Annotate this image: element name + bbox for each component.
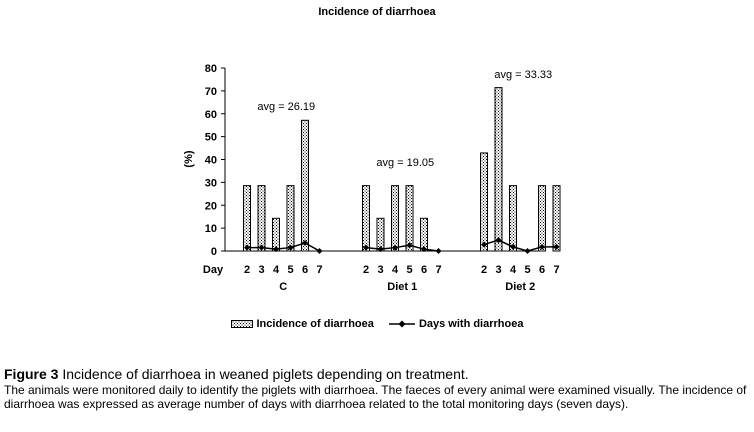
y-axis-label: (%): [183, 150, 195, 168]
legend-swatch-line: [389, 319, 415, 329]
bar: [377, 218, 384, 251]
legend-label-incidence: Incidence of diarrhoea: [256, 318, 374, 331]
x-tick-label: 3: [258, 264, 265, 276]
labels: [183, 63, 560, 293]
x-prefix-label: Day: [202, 264, 224, 276]
chart-title: Incidence of diarrhoea: [318, 6, 436, 18]
y-tick-label: 30: [204, 177, 217, 190]
bar: [392, 186, 399, 251]
x-tick-label: 2: [362, 264, 370, 276]
legend: [0, 318, 754, 330]
x-tick-label: 4: [391, 264, 399, 276]
caption-body: The animals were monitored daily to identify the piglets with diarrhoea. The faeces of every animal were examined visually. The incidence of diarrhoea was expressed as average number of days with diarrhoea related to the total monitoring days (seven days).: [4, 383, 747, 411]
y-tick-label: 70: [204, 85, 217, 98]
legend-item-incidence: [231, 318, 374, 330]
caption-figure-label: Figure 3: [4, 366, 59, 382]
y-tick-label: 60: [204, 108, 217, 121]
x-tick-label: 5: [287, 264, 294, 276]
bar: [481, 153, 488, 251]
legend-label-days: Days with diarrhoea: [418, 318, 524, 331]
x-tick-label: 5: [524, 264, 531, 276]
bar: [258, 186, 265, 251]
x-tick-label: 6: [420, 264, 428, 276]
days-with-diarrhoea-point: [317, 248, 323, 254]
group-label: C: [279, 281, 288, 293]
bar: [406, 186, 413, 251]
x-tick-label: 2: [480, 264, 488, 276]
group-label: Diet 2: [505, 281, 536, 293]
avg-annotation: avg = 33.33: [494, 69, 553, 81]
x-tick-label: 3: [377, 264, 384, 276]
bar: [553, 186, 560, 251]
x-tick-label: 4: [272, 264, 280, 276]
group-label: Diet 1: [387, 281, 418, 293]
y-tick-label: 80: [204, 63, 217, 75]
x-tick-label: 5: [406, 264, 413, 276]
x-tick-label: 4: [509, 264, 517, 276]
bar: [302, 120, 309, 251]
avg-annotation: avg = 26.19: [257, 101, 316, 113]
bar: [273, 218, 280, 251]
bar: [495, 88, 502, 251]
x-tick-label: 7: [316, 264, 323, 276]
legend-item-days: [389, 318, 524, 330]
caption-title: [4, 366, 750, 383]
x-tick-label: 3: [495, 264, 502, 276]
x-tick-label: 2: [243, 264, 251, 276]
x-tick-label: 6: [538, 264, 546, 276]
y-tick-label: 50: [204, 131, 217, 144]
caption-title-text: Incidence of diarrhoea in weaned piglets depending on treatment.: [58, 366, 469, 382]
bar: [244, 186, 251, 251]
days-with-diarrhoea-point: [525, 248, 531, 254]
bar: [287, 186, 294, 251]
days-with-diarrhoea-point: [436, 248, 442, 254]
y-tick-label: 20: [204, 200, 217, 213]
x-tick-label: 6: [301, 264, 309, 276]
y-tick-label: 0: [210, 246, 217, 258]
legend-swatch-hatched: [231, 320, 253, 328]
x-tick-label: 7: [435, 264, 442, 276]
avg-annotation: avg = 19.05: [376, 157, 435, 169]
bar: [363, 186, 370, 251]
y-tick-label: 10: [204, 223, 217, 236]
bar: [510, 186, 517, 251]
bar: [539, 186, 546, 251]
x-tick-label: 7: [553, 264, 560, 276]
figure-caption: [4, 366, 750, 411]
bar: [421, 218, 428, 251]
y-tick-label: 40: [204, 154, 217, 167]
